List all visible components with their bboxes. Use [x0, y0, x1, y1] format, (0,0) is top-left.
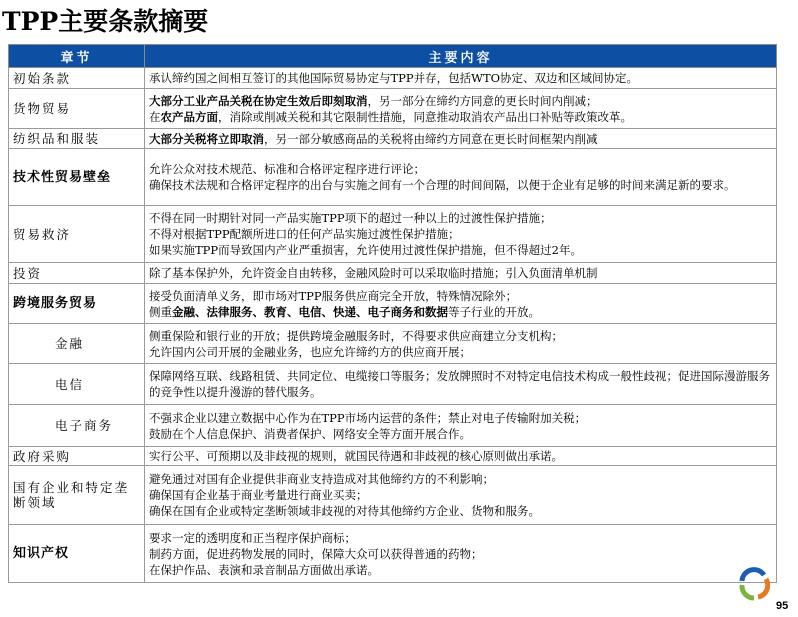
tpp-summary-table — [8, 44, 777, 583]
table-row — [9, 364, 777, 405]
section-content — [145, 466, 777, 525]
section-content — [145, 364, 777, 405]
table-row — [9, 447, 777, 466]
content-line: 如果实施TPP而导致国内产业严重损害，允许使用过渡性保护措施，但不得超过2年。 — [149, 243, 582, 257]
table-header-row — [9, 45, 777, 68]
section-name: 金融 — [9, 324, 145, 364]
section-name: 政府采购 — [9, 447, 145, 466]
section-name: 初始条款 — [9, 68, 145, 89]
content-line: 不得在同一时期针对同一产品实施TPP项下的超过一种以上的过渡性保护措施； — [149, 211, 552, 225]
content-line: 确保技术法规和合格评定程序的出台与实施之间有一个合理的时间间隔，以便于企业有足够的时间来满足新的要求。 — [149, 178, 736, 192]
section-content — [145, 284, 777, 324]
section-name: 纺织品和服装 — [9, 129, 145, 149]
section-content — [145, 447, 777, 466]
content-line: 确保国有企业基于商业考量进行商业买卖； — [149, 488, 368, 502]
content-line: 侧重保险和银行业的开放；提供跨境金融服务时，不得要求供应商建立分支机构； — [149, 328, 563, 343]
content-line: 接受负面清单义务，即市场对TPP服务供应商完全开放，特殊情况除外； — [149, 288, 518, 303]
page-number: 95 — [776, 600, 789, 612]
section-name: 国有企业和特定垄断领域 — [9, 466, 145, 525]
content-line: 实行公平、可预期以及非歧视的规则，就国民待遇和非歧视的核心原则做出承诺。 — [149, 449, 563, 463]
section-name: 跨境服务贸易 — [9, 284, 145, 324]
section-content — [145, 68, 777, 89]
table-row — [9, 149, 777, 206]
content-line: 大部分关税将立即取消，另一部分敏感商品的关税将由缔约方同意在更长时间框架内削减 — [149, 131, 598, 146]
content-line: 侧重金融、法律服务、教育、电信、快递、电子商务和数据等子行业的开放。 — [149, 304, 540, 319]
content-line: 要求一定的透明度和正当程序保护商标； — [149, 530, 356, 545]
table-row — [9, 89, 777, 129]
table-row — [9, 206, 777, 263]
content-line: 避免通过对国有企业提供非商业支持造成对其他缔约方的不利影响； — [149, 472, 494, 486]
content-line: 在农产品方面，消除或削减关税和其它限制性措施，同意推动取消农产品出口补贴等政策改革。 — [149, 109, 632, 124]
section-name: 贸易救济 — [9, 206, 145, 263]
section-content — [145, 525, 777, 583]
header-content: 主要内容 — [145, 45, 777, 68]
content-line: 不强求企业以建立数据中心作为在TPP市场内运营的条件；禁止对电子传输附加关税； — [149, 410, 587, 425]
content-line: 不得对根据TPP配额所进口的任何产品实施过渡性保护措施； — [149, 227, 460, 241]
content-line: 承认缔约国之间相互签订的其他国际贸易协定与TPP并存，包括WTO协定、双边和区域间协定。 — [149, 71, 639, 85]
content-line: 除了基本保护外，允许资金自由转移，金融风险时可以采取临时措施；引入负面清单机制 — [149, 266, 598, 280]
table-row — [9, 263, 777, 284]
table-row — [9, 525, 777, 583]
content-line: 鼓励在个人信息保护、消费者保护、网络安全等方面开展合作。 — [149, 426, 471, 441]
section-content — [145, 324, 777, 364]
section-name: 知识产权 — [9, 525, 145, 583]
table-row — [9, 405, 777, 447]
content-line: 允许公众对技术规范、标准和合格评定程序进行评论； — [149, 162, 425, 176]
section-content — [145, 129, 777, 149]
section-name: 技术性贸易壁垒 — [9, 149, 145, 206]
content-line: 允许国内公司开展的金融业务，也应允许缔约方的供应商开展； — [149, 344, 471, 359]
header-section: 章节 — [9, 45, 145, 68]
content-line: 确保在国有企业或特定垄断领域非歧视的对待其他缔约方企业、货物和服务。 — [149, 504, 540, 518]
section-content — [145, 405, 777, 447]
section-content — [145, 89, 777, 129]
table-row — [9, 129, 777, 149]
table-row — [9, 466, 777, 525]
section-name: 货物贸易 — [9, 89, 145, 129]
ring-logo-icon — [738, 567, 770, 603]
content-line: 大部分工业产品关税在协定生效后即刻取消，另一部分在缔约方同意的更长时间内削减； — [149, 93, 598, 108]
section-content — [145, 149, 777, 206]
content-line: 保障网络互联、线路租赁、共同定位、电缆接口等服务；发放牌照时不对特定电信技术构成一般性歧视；促进国际漫游服务的竞争性以提升漫游的替代服务。 — [149, 369, 770, 399]
content-line: 制药方面，促进药物发展的同时，保障大众可以获得普通的药物； — [149, 546, 483, 561]
section-content — [145, 206, 777, 263]
section-name: 电信 — [9, 364, 145, 405]
section-name: 电子商务 — [9, 405, 145, 447]
table-row — [9, 284, 777, 324]
table-row — [9, 68, 777, 89]
section-content — [145, 263, 777, 284]
table-row — [9, 324, 777, 364]
page-title: TPP主要条款摘要 — [2, 7, 209, 36]
section-name: 投资 — [9, 263, 145, 284]
content-line: 在保护作品、表演和录音制品方面做出承诺。 — [149, 562, 379, 577]
